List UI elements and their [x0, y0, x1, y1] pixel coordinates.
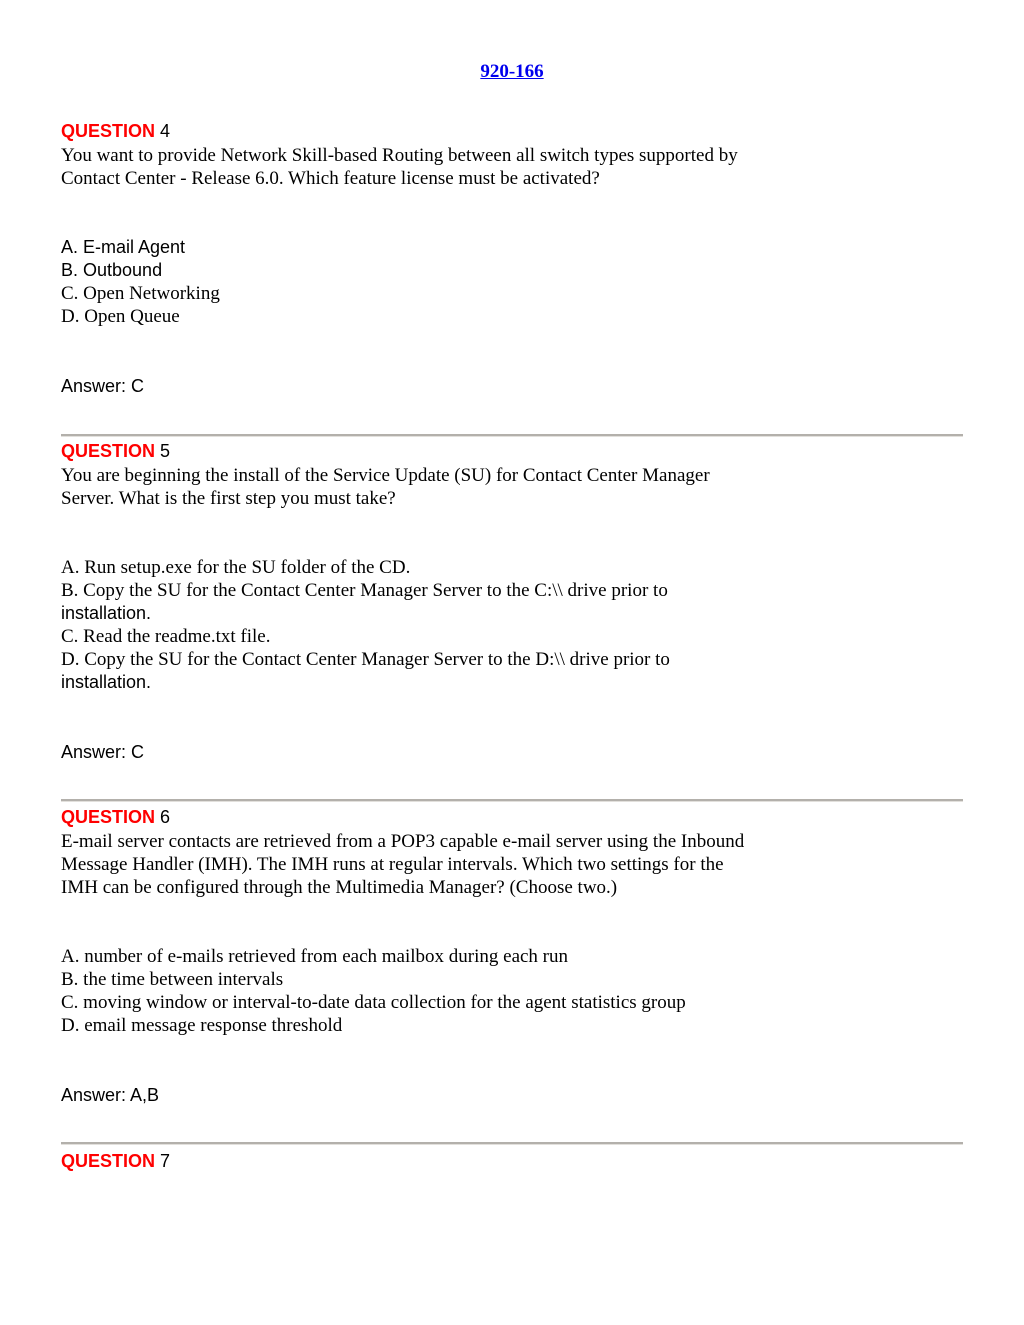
option-b-continued: installation. [61, 603, 152, 623]
question-text-line: Server. What is the first step you must take? [61, 488, 396, 509]
question-4-options [61, 236, 963, 328]
question-7-header [61, 1150, 963, 1173]
option-d: D. email message response threshold [61, 1015, 343, 1036]
question-6-answer [61, 1084, 963, 1107]
question-6-options [61, 945, 963, 1037]
option-a: A. number of e-mails retrieved from each mailbox during each run [61, 946, 569, 967]
question-label: QUESTION [61, 1151, 156, 1171]
answer-text: Answer: C [61, 376, 145, 396]
option-a: A. Run setup.exe for the SU folder of the CD. [61, 557, 411, 578]
question-number: 6 [160, 807, 171, 827]
question-4-text [61, 144, 963, 190]
question-text-line: E-mail server contacts are retrieved from a POP3 capable e-mail server using the Inbound [61, 831, 745, 852]
question-label: QUESTION [61, 441, 156, 461]
question-text-line: You are beginning the install of the Service Update (SU) for Contact Center Manager [61, 465, 710, 486]
question-text-line: Message Handler (IMH). The IMH runs at regular intervals. Which two settings for the [61, 854, 724, 875]
exam-code-link[interactable]: 920-166 [480, 61, 544, 82]
question-6-header [61, 806, 963, 829]
divider [61, 799, 963, 802]
question-5-answer [61, 741, 963, 764]
question-text-line: You want to provide Network Skill-based Routing between all switch types supported by [61, 145, 738, 166]
option-d: D. Copy the SU for the Contact Center Manager Server to the D:\\ drive prior to [61, 649, 670, 670]
option-b: B. Copy the SU for the Contact Center Manager Server to the C:\\ drive prior to [61, 580, 668, 601]
option-b: B. Outbound [61, 260, 163, 280]
question-5-text [61, 464, 963, 510]
question-number: 5 [160, 441, 171, 461]
question-4-answer [61, 375, 963, 398]
option-c: C. Read the readme.txt file. [61, 626, 271, 647]
option-c: C. moving window or interval-to-date data collection for the agent statistics group [61, 992, 686, 1013]
question-5-header [61, 440, 963, 463]
option-c: C. Open Networking [61, 283, 220, 304]
option-b: B. the time between intervals [61, 969, 284, 990]
question-label: QUESTION [61, 121, 156, 141]
divider [61, 434, 963, 437]
question-number: 4 [160, 121, 171, 141]
question-text-line: IMH can be configured through the Multimedia Manager? (Choose two.) [61, 877, 618, 898]
question-4-header [61, 120, 963, 143]
question-text-line: Contact Center - Release 6.0. Which feature license must be activated? [61, 168, 600, 189]
question-6-text [61, 830, 963, 899]
divider [61, 1142, 963, 1145]
answer-text: Answer: C [61, 742, 145, 762]
question-5-options [61, 556, 963, 694]
question-number: 7 [160, 1151, 171, 1171]
option-a: A. E-mail Agent [61, 237, 186, 257]
option-d: D. Open Queue [61, 306, 180, 327]
option-d-continued: installation. [61, 672, 152, 692]
answer-text: Answer: A,B [61, 1085, 160, 1105]
question-label: QUESTION [61, 807, 156, 827]
